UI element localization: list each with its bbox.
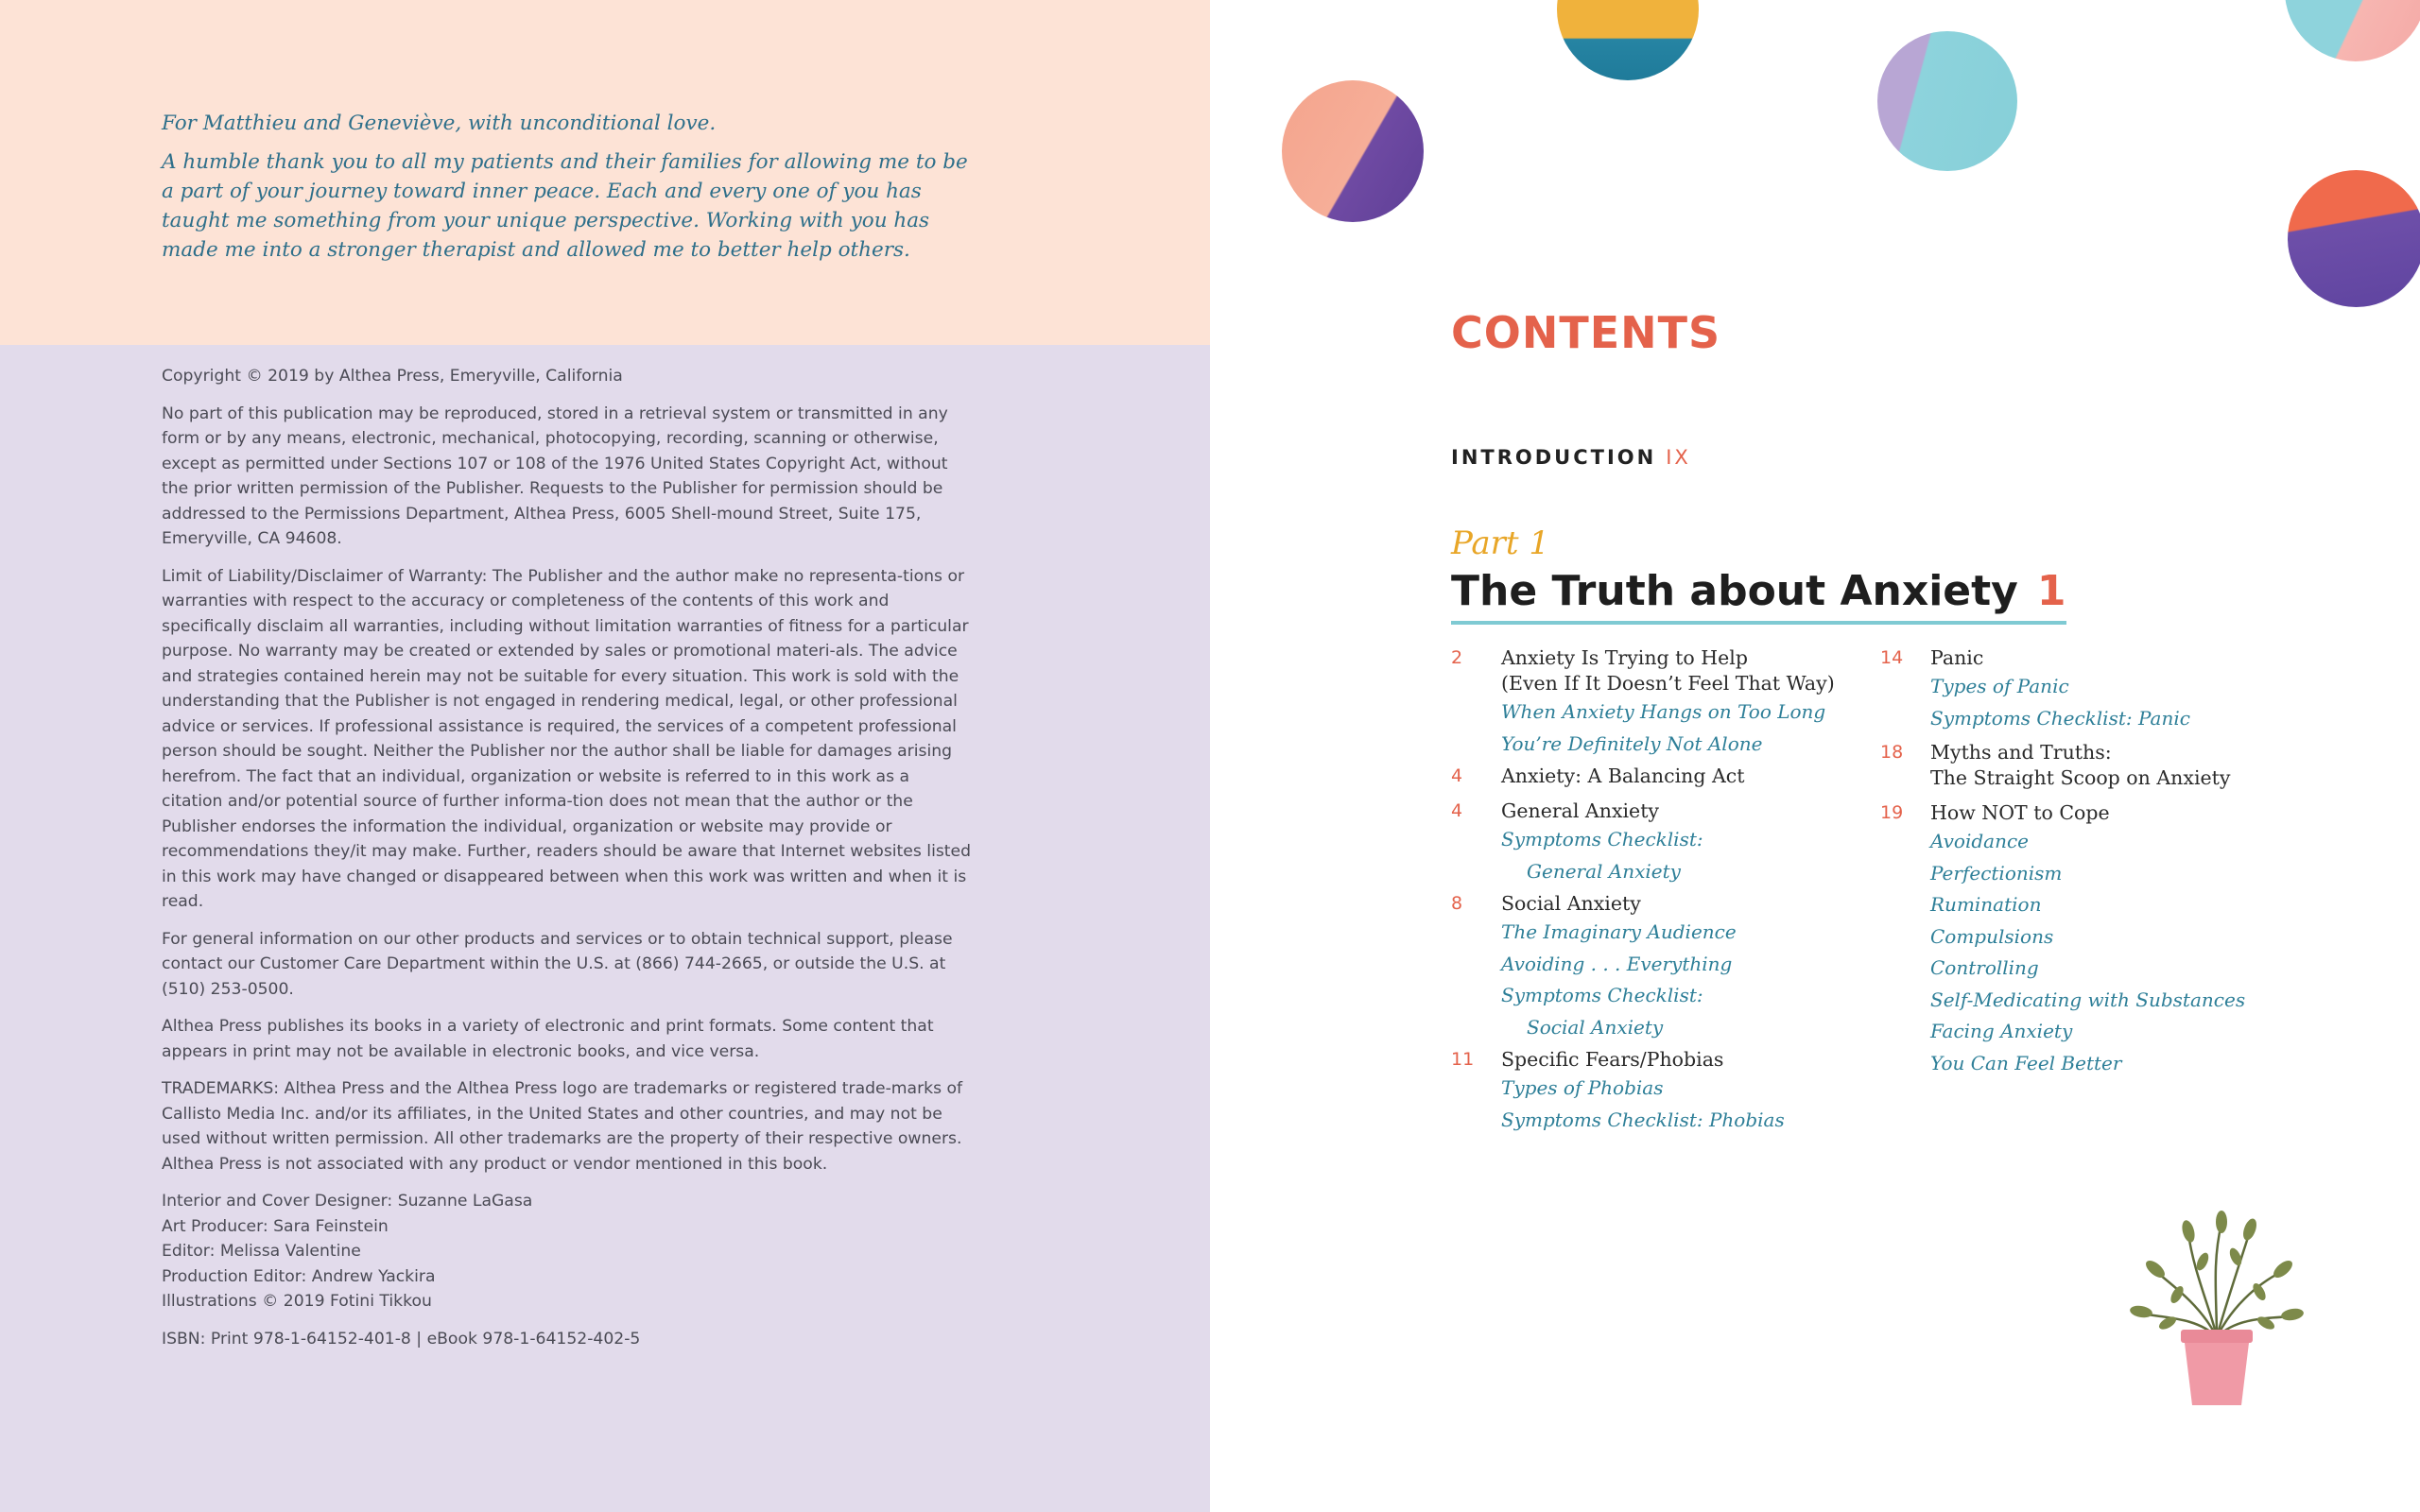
rights-paragraph: No part of this publication may be reproduced, stored in a retrieval system or transmitted in any form or by any means, electronic, mechanical, photocopying, recording, scanning or otherwise, except as permitted under Sections 107 or 108 of the 1976 United States Copyright Act, without the prior written permission of the Publisher. Requests to the Publisher for permission should be addressed to the Permissions Department, Althea Press, 6005 Shell-mound Street, Suite 175, Emeryville, CA 94608.: [162, 404, 948, 548]
toc-subentry[interactable]: Symptoms Checklist: Panic: [1930, 706, 2190, 730]
toc-entry[interactable]: [1880, 740, 2277, 791]
toc-entry-title: Anxiety: A Balancing Act: [1501, 765, 1745, 787]
toc-subentry[interactable]: Facing Anxiety: [1930, 1020, 2073, 1042]
disclaimer-paragraph: Limit of Liability/Disclaimer of Warranty: The Publisher and the author make no representa-tions or warranties with respect to the accuracy or completeness of the contents of this work and specifically disclaim all warranties, including without limitation warranties of fitness for a particular purpose. No warranty may be created or extended by sales or promotional materi-als. The advice and strategies contained herein may not be suitable for every situation. This work is sold with the understanding that the Publisher is not engaged in rendering medical, legal, or other professional advice or services. If professional assistance is required, the services of a competent professional person should be sought. Neither the Publisher nor the author shall be liable for damages arising herefrom. The fact that an individual, organization or website is referred to in this work as a citation and/or potential source of further informa-tion does not mean that the author or the Publisher endorses the information the individual, organization or website may provide or recommendations they/it may make. Further, readers should be aware that Internet websites listed in this work may have changed or disappeared between when this work was written and when it is read.: [162, 566, 972, 911]
toc-entry[interactable]: [1451, 891, 1876, 1043]
toc-subentry[interactable]: When Anxiety Hangs on Too Long: [1501, 700, 1826, 723]
toc-subentry[interactable]: Perfectionism: [1930, 861, 2063, 885]
contents-heading: CONTENTS: [1451, 307, 1721, 358]
credit-line: Interior and Cover Designer: Suzanne LaGasa: [162, 1192, 533, 1211]
toc-entry-title: Myths and Truths:: [1930, 741, 2112, 764]
toc-page-number: 8: [1451, 893, 1463, 914]
toc-subentry[interactable]: General Anxiety: [1527, 859, 1681, 883]
toc-page-number: 19: [1880, 802, 1904, 823]
toc-entry-title: The Straight Scoop on Anxiety: [1930, 766, 2231, 789]
toc-entry[interactable]: [1451, 1047, 1876, 1136]
copyright-notice: Copyright © 2019 by Althea Press, Emeryville, California: [162, 367, 623, 386]
part-title-text: The Truth about Anxiety: [1451, 567, 2018, 615]
toc-subentry[interactable]: Avoiding . . . Everything: [1501, 952, 1733, 975]
toc-page-number: 4: [1451, 800, 1463, 821]
introduction-page: IX: [1666, 446, 1691, 469]
toc-column-2: [1880, 645, 2277, 1083]
toc-entry-title: Social Anxiety: [1501, 892, 1641, 915]
toc-page-number: 11: [1451, 1049, 1475, 1070]
copyright-block: [162, 364, 975, 1364]
toc-subentry[interactable]: Symptoms Checklist:: [1501, 984, 1703, 1006]
credit-line: Art Producer: Sara Feinstein: [162, 1216, 389, 1236]
credit-line: Editor: Melissa Valentine: [162, 1242, 361, 1261]
contents-page: [1210, 0, 2420, 1512]
toc-subentry[interactable]: Self-Medicating with Substances: [1930, 988, 2246, 1011]
acknowledgement: A humble thank you to all my patients and their families for allowing me to be a part of your journey toward inner peace. Each and every one of you has taught me something from your unique perspective. Working with you has made me into a stronger therapist and allowed me to better help others.: [162, 150, 968, 262]
toc-subentry[interactable]: Symptoms Checklist:: [1501, 828, 1703, 850]
toc-subentry[interactable]: Symptoms Checklist: Phobias: [1501, 1108, 1785, 1131]
isbn: ISBN: Print 978-1-64152-401-8 | eBook 978-1-64152-402-5: [162, 1329, 641, 1349]
support-paragraph: For general information on our other products and services or to obtain technical support, please contact our Customer Care Department within the U.S. at (866) 744-2665, or outside the U.S. at (510) 253-0500.: [162, 929, 953, 999]
toc-entry-title: Anxiety Is Trying to Help: [1501, 646, 1748, 669]
toc-page-number: 14: [1880, 647, 1904, 668]
toc-subentry[interactable]: Types of Panic: [1930, 675, 2069, 697]
toc-entry[interactable]: [1880, 645, 2277, 734]
part-label: Part 1: [1451, 524, 1549, 562]
toc-entry[interactable]: [1451, 764, 1876, 789]
dedication: [162, 109, 984, 274]
trademarks-paragraph: TRADEMARKS: Althea Press and the Althea Press logo are trademarks or registered trade-marks of Callisto Media Inc. and/or its affiliates, in the United States and other countries, and may not be used without written permission. All other trademarks are the property of their respective owners. Althea Press is not associated with any product or vendor mentioned in this book.: [162, 1079, 963, 1174]
toc-page-number: 2: [1451, 647, 1463, 668]
credit-line: Production Editor: Andrew Yackira: [162, 1266, 436, 1286]
toc-page-number: 4: [1451, 765, 1463, 786]
potted-plant-illustration: [2122, 1205, 2311, 1413]
toc-page-number: 18: [1880, 742, 1904, 763]
flower-pot: [2181, 1330, 2253, 1405]
credits: [162, 1189, 975, 1314]
decorative-dot: [2288, 170, 2420, 307]
toc-entry[interactable]: [1880, 800, 2277, 1079]
decorative-dot: [1877, 31, 2017, 171]
toc-entry-title: Specific Fears/Phobias: [1501, 1048, 1724, 1071]
decorative-dot: [2285, 0, 2420, 61]
part-title[interactable]: [1451, 567, 2066, 625]
toc-introduction[interactable]: [1451, 446, 1691, 469]
decorative-dot: [1282, 80, 1424, 222]
toc-subentry[interactable]: Social Anxiety: [1527, 1015, 1664, 1039]
toc-subentry[interactable]: You’re Definitely Not Alone: [1501, 731, 1763, 755]
introduction-label: INTRODUCTION: [1451, 446, 1657, 469]
dedication-line: For Matthieu and Geneviève, with unconditional love.: [162, 112, 717, 135]
toc-subentry[interactable]: Controlling: [1930, 956, 2039, 979]
toc-entry[interactable]: [1451, 799, 1876, 887]
toc-subentry[interactable]: Types of Phobias: [1501, 1076, 1664, 1099]
toc-column-1: [1451, 645, 1876, 1140]
toc-subentry[interactable]: Avoidance: [1930, 830, 2030, 852]
toc-subentry[interactable]: You Can Feel Better: [1930, 1051, 2122, 1074]
credit-line: Illustrations © 2019 Fotini Tikkou: [162, 1292, 432, 1311]
toc-entry-title: How NOT to Cope: [1930, 801, 2110, 824]
toc-subentry[interactable]: The Imaginary Audience: [1501, 920, 1737, 943]
toc-entry[interactable]: [1451, 645, 1876, 760]
formats-paragraph: Althea Press publishes its books in a variety of electronic and print formats. Some content that appears in print may not be available in electronic books, and vice versa.: [162, 1017, 934, 1061]
toc-entry-title: (Even If It Doesn’t Feel That Way): [1501, 672, 1835, 695]
toc-subentry[interactable]: Rumination: [1930, 893, 2042, 916]
decorative-dot: [1557, 0, 1699, 80]
toc-entry-title: General Anxiety: [1501, 799, 1660, 822]
toc-entry-title: Panic: [1930, 646, 1984, 669]
toc-subentry[interactable]: Compulsions: [1930, 924, 2054, 948]
part-title-page: 1: [2036, 567, 2066, 615]
